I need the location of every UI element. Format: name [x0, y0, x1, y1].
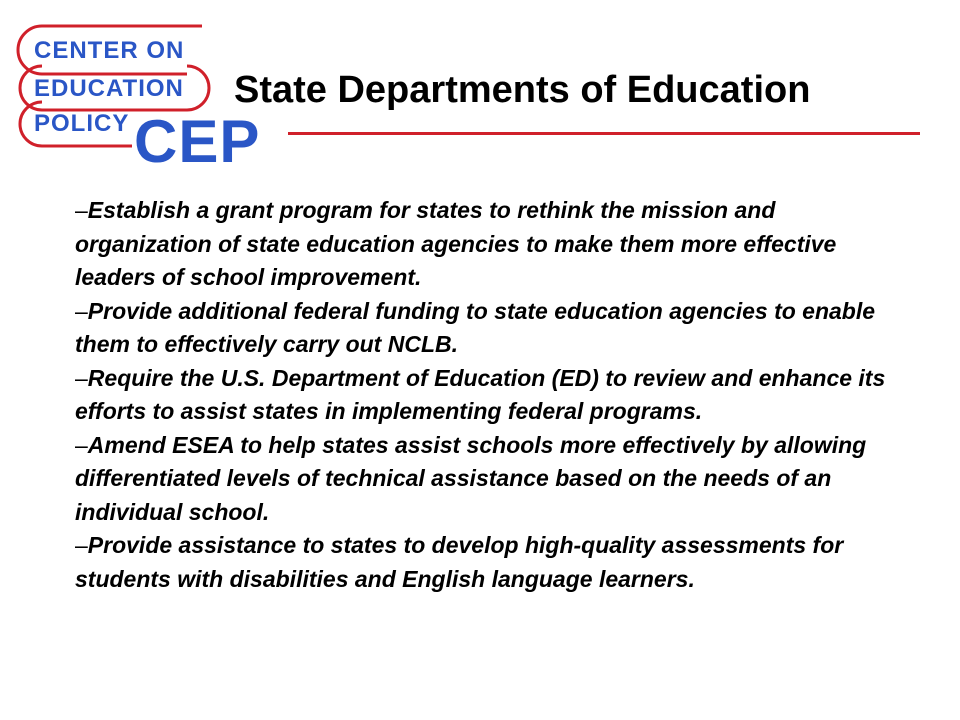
bullet-item [75, 529, 915, 596]
bullet-item [75, 429, 915, 530]
bullet-text: Establish a grant program for states to rethink the mission and organization of state education agencies to make them more effective leaders of school improvement. [75, 197, 837, 290]
bullet-list [75, 194, 915, 596]
bullet-marker: – [75, 197, 88, 223]
logo-abbr-cep: CEP [134, 108, 261, 170]
bullet-marker: – [75, 431, 88, 458]
bullet-text: Provide assistance to states to develop high-quality assessments for students with disabilities and English language learners. [75, 532, 844, 592]
logo-line-policy: POLICY [34, 110, 130, 137]
bullet-item [75, 194, 915, 295]
bullet-marker: – [75, 297, 88, 324]
bullet-text: Provide additional federal funding to state education agencies to enable them to effectively carry out NCLB. [75, 297, 876, 357]
logo-line-center-on: CENTER ON [34, 37, 185, 64]
slide-title: State Departments of Education [234, 69, 811, 111]
bullet-text: Require the U.S. Department of Education (ED) to review and enhance its efforts to assist states in implementing federal programs. [75, 364, 886, 424]
bullet-marker: – [75, 532, 88, 558]
logo-line-education: EDUCATION [34, 75, 184, 102]
bullet-marker: – [75, 364, 88, 391]
title-underline [288, 132, 920, 135]
bullet-item [75, 295, 915, 362]
bullet-text: Amend ESEA to help states assist schools more effectively by allowing differentiated levels of technical assistance based on the needs of an individual school. [75, 431, 867, 525]
bullet-item [75, 362, 915, 429]
